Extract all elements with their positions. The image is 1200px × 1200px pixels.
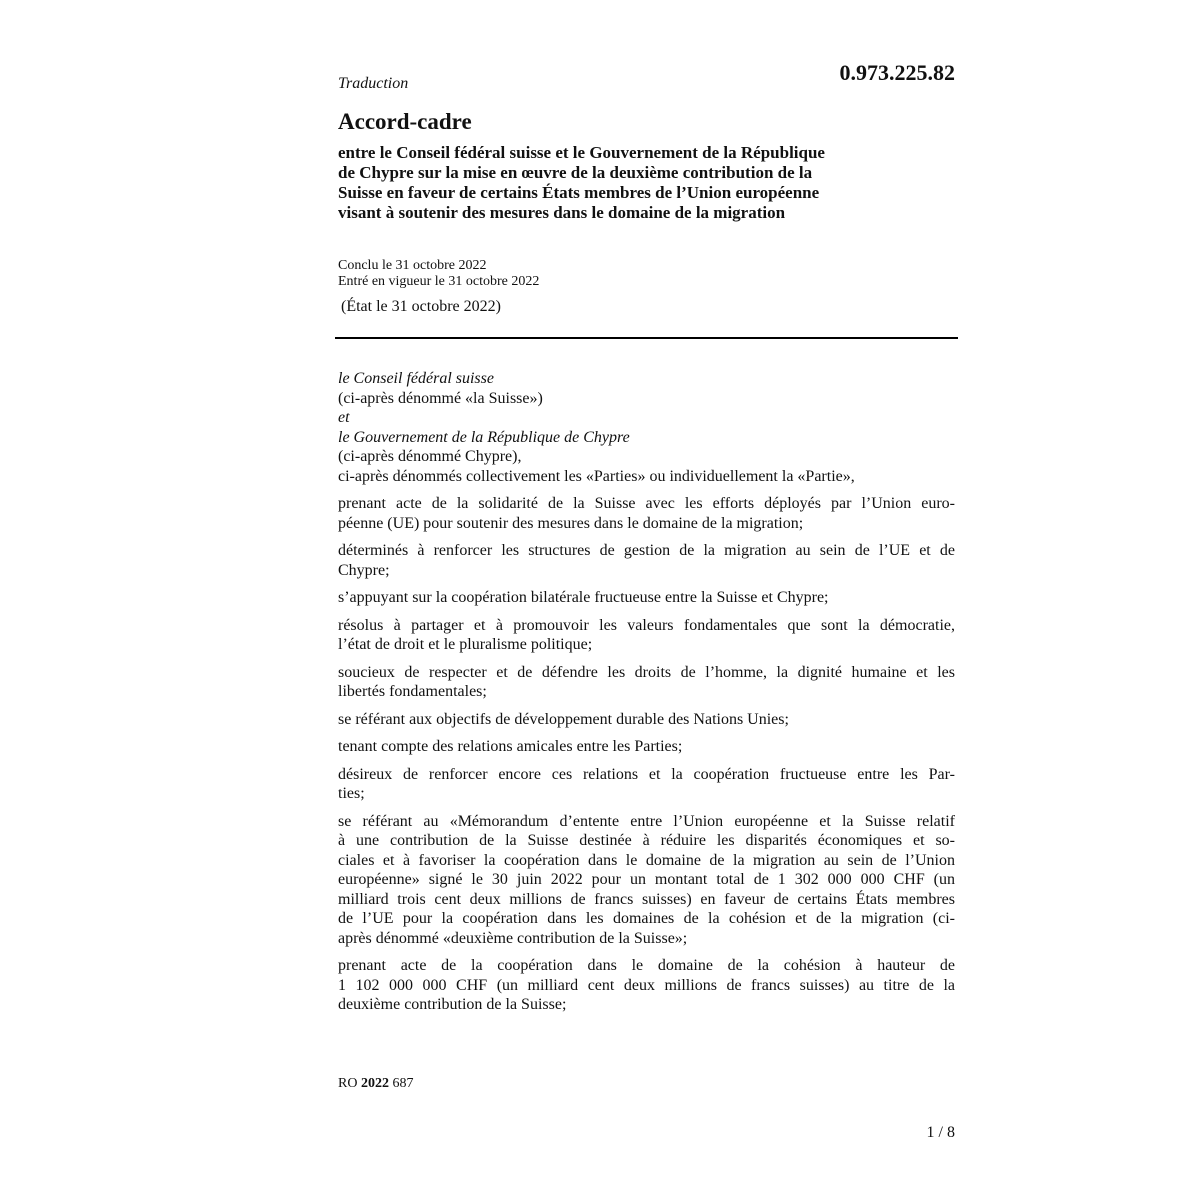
party-swiss-alias: (ci-après dénommé «la Suisse») <box>338 389 543 407</box>
recital-line: se référant aux objectifs de développement durable des Nations Unies; <box>338 710 789 728</box>
official-compilation-reference <box>338 1075 413 1093</box>
state-date: (État le 31 octobre 2022) <box>341 298 501 315</box>
party-cyprus-alias: (ci-après dénommé Chypre), <box>338 448 522 465</box>
recital-line: libertés fondamentales; <box>338 683 487 700</box>
recital-paragraph <box>338 710 955 730</box>
subtitle-line: Suisse en faveur de certains États membres de l’Union européenne <box>338 183 820 202</box>
concluded-date: Conclu le 31 octobre 2022 <box>338 258 487 273</box>
recital-line: tenant compte des relations amicales entre les Parties; <box>338 738 683 755</box>
recital-paragraph <box>338 737 955 757</box>
recital-line: deuxième contribution de la Suisse; <box>338 996 567 1013</box>
ro-page: 687 <box>392 1076 414 1091</box>
ro-prefix: RO <box>338 1076 358 1091</box>
recital-line: déterminés à renforcer les structures de gestion de la migration au sein de l’UE et de <box>338 542 955 559</box>
recital-line: de l’UE pour la coopération dans les domaines de la cohésion et de la migration (ci- <box>338 910 955 927</box>
recital-line: Chypre; <box>338 561 390 579</box>
page-number: 1 / 8 <box>926 1124 955 1141</box>
translation-label: Traduction <box>338 75 409 92</box>
recital-line: après dénommé «deuxième contribution de la Suisse»; <box>338 929 688 947</box>
recital-line: européenne» signé le 30 juin 2022 pour un montant total de 1 302 000 000 CHF (un <box>338 871 955 888</box>
recital-paragraph <box>338 588 955 608</box>
recitals-list <box>338 494 955 1015</box>
header-divider <box>335 337 958 339</box>
recital-paragraph <box>338 956 955 1015</box>
ro-year: 2022 <box>360 1076 389 1091</box>
dates-block <box>338 258 539 290</box>
recital-line: ties; <box>338 785 365 802</box>
preamble <box>338 369 955 1015</box>
subtitle-line: entre le Conseil fédéral suisse et le Gouvernement de la République <box>338 143 825 162</box>
recital-paragraph <box>338 494 955 533</box>
recital-paragraph <box>338 663 955 702</box>
parties-collective-name: ci-après dénommés collectivement les «Parties» ou individuellement la «Partie», <box>338 467 855 485</box>
party-swiss-council: le Conseil fédéral suisse <box>338 370 494 387</box>
recital-line: à une contribution de la Suisse destinée à réduire les disparités économiques et so- <box>338 832 955 849</box>
document-title: Accord-cadre <box>338 109 472 134</box>
recital-line: 1 102 000 000 CHF (un milliard cent deux millions de francs suisses) au titre de la <box>338 976 955 994</box>
recital-line: ciales et à favoriser la coopération dans le domaine de la migration au sein de l’Union <box>338 851 955 869</box>
recital-line: soucieux de respecter et de défendre les droits de l’homme, la dignité humaine et les <box>338 663 955 681</box>
sr-number: 0.973.225.82 <box>839 60 955 85</box>
in-force-date: Entré en vigueur le 31 octobre 2022 <box>338 274 540 289</box>
recital-paragraph <box>338 765 955 804</box>
party-cyprus-government: le Gouvernement de la République de Chypre <box>338 428 630 446</box>
recital-line: prenant acte de la coopération dans le domaine de la cohésion à hauteur de <box>338 957 955 974</box>
recital-line: s’appuyant sur la coopération bilatérale fructueuse entre la Suisse et Chypre; <box>338 589 829 606</box>
recital-line: prenant acte de la solidarité de la Suisse avec les efforts déployés par l’Union euro- <box>338 495 955 512</box>
recital-paragraph <box>338 616 955 655</box>
recital-paragraph <box>338 812 955 949</box>
document-subtitle <box>338 143 958 223</box>
recital-line: l’état de droit et le pluralisme politique; <box>338 636 593 653</box>
recital-line: résolus à partager et à promouvoir les valeurs fondamentales que sont la démocratie, <box>338 616 955 634</box>
subtitle-line: de Chypre sur la mise en œuvre de la deuxième contribution de la <box>338 163 813 182</box>
party-conjunction: et <box>338 409 350 426</box>
subtitle-line: visant à soutenir des mesures dans le domaine de la migration <box>338 203 786 222</box>
recital-paragraph <box>338 541 955 580</box>
recital-line: péenne (UE) pour soutenir des mesures dans le domaine de la migration; <box>338 514 804 532</box>
recital-line: désireux de renforcer encore ces relations et la coopération fructueuse entre les Par- <box>338 765 955 783</box>
parties-block <box>338 369 955 486</box>
recital-line: se référant au «Mémorandum d’entente entre l’Union européenne et la Suisse relatif <box>338 812 955 830</box>
recital-line: milliard trois cent deux millions de francs suisses) en faveur de certains États membres <box>338 890 955 908</box>
